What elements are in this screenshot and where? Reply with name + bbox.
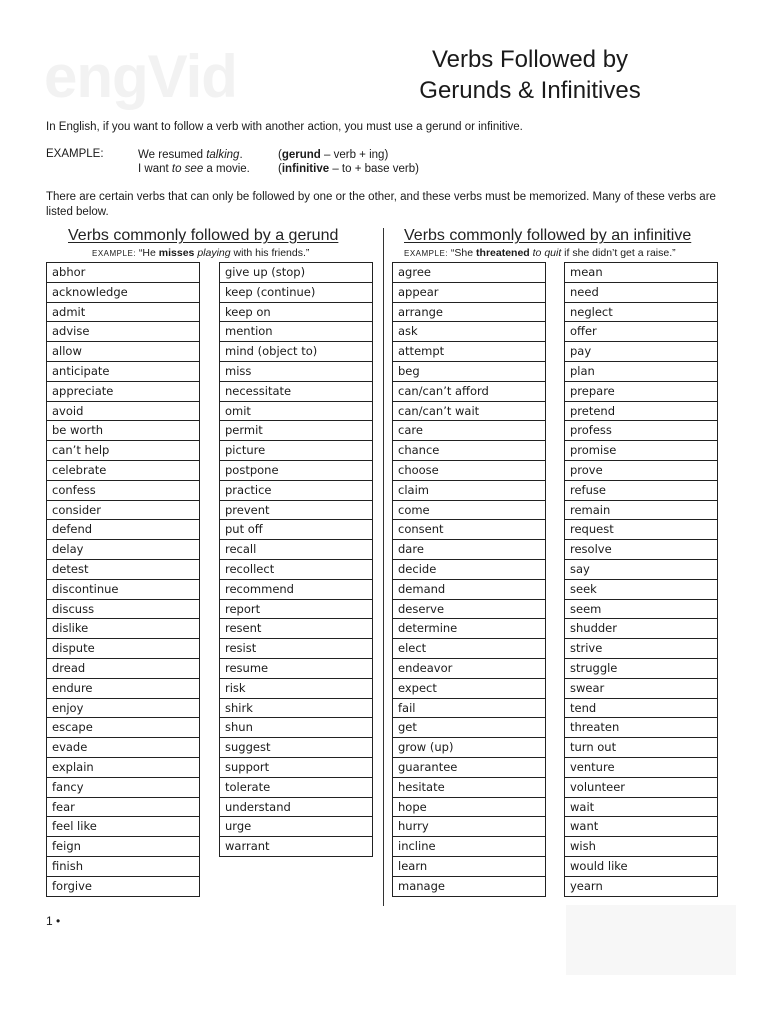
verb-cell: yearn: [565, 877, 717, 897]
verb-cell: shudder: [565, 619, 717, 639]
verb-cell: escape: [47, 718, 199, 738]
verb-cell: celebrate: [47, 461, 199, 481]
verb-cell: feel like: [47, 817, 199, 837]
verb-cell: discontinue: [47, 580, 199, 600]
verb-cell: enjoy: [47, 699, 199, 719]
verb-cell: dislike: [47, 619, 199, 639]
verb-cell: allow: [47, 342, 199, 362]
verb-cell: warrant: [220, 837, 372, 857]
verb-cell: beg: [393, 362, 545, 382]
verb-cell: give up (stop): [220, 263, 372, 283]
verb-cell: prevent: [220, 501, 372, 521]
verb-cell: mean: [565, 263, 717, 283]
footer-blank-area: [566, 905, 736, 975]
verb-cell: shun: [220, 718, 372, 738]
verb-cell: wait: [565, 798, 717, 818]
verb-cell: be worth: [47, 421, 199, 441]
verb-cell: guarantee: [393, 758, 545, 778]
verb-cell: seem: [565, 600, 717, 620]
verb-cell: keep (continue): [220, 283, 372, 303]
verb-cell: profess: [565, 421, 717, 441]
verb-cell: recollect: [220, 560, 372, 580]
verb-cell: endeavor: [393, 659, 545, 679]
verb-cell: ask: [393, 322, 545, 342]
verb-cell: come: [393, 501, 545, 521]
verb-cell: admit: [47, 303, 199, 323]
verb-cell: fail: [393, 699, 545, 719]
verb-cell: delay: [47, 540, 199, 560]
gerund-verb-list-1: [46, 262, 200, 897]
verb-cell: venture: [565, 758, 717, 778]
verb-cell: fear: [47, 798, 199, 818]
verb-cell: evade: [47, 738, 199, 758]
verb-cell: can/can’t afford: [393, 382, 545, 402]
verb-cell: promise: [565, 441, 717, 461]
verb-cell: learn: [393, 857, 545, 877]
verb-cell: put off: [220, 520, 372, 540]
verb-cell: explain: [47, 758, 199, 778]
verb-cell: feign: [47, 837, 199, 857]
verb-cell: miss: [220, 362, 372, 382]
gerund-section-heading: Verbs commonly followed by a gerund: [68, 227, 339, 244]
verb-cell: acknowledge: [47, 283, 199, 303]
verb-cell: resume: [220, 659, 372, 679]
verb-cell: remain: [565, 501, 717, 521]
example-note-infinitive: (infinitive – to + base verb): [278, 163, 419, 175]
verb-cell: consider: [47, 501, 199, 521]
verb-cell: attempt: [393, 342, 545, 362]
verb-cell: tend: [565, 699, 717, 719]
verb-cell: hurry: [393, 817, 545, 837]
verb-cell: consent: [393, 520, 545, 540]
intro-text: In English, if you want to follow a verb with another action, you must use a gerund or infinitive.: [46, 121, 523, 133]
verb-cell: want: [565, 817, 717, 837]
verb-cell: dispute: [47, 639, 199, 659]
verb-cell: urge: [220, 817, 372, 837]
verb-cell: agree: [393, 263, 545, 283]
infinitive-section-heading: Verbs commonly followed by an infinitive: [404, 227, 692, 244]
verb-cell: finish: [47, 857, 199, 877]
verb-cell: anticipate: [47, 362, 199, 382]
verb-cell: endure: [47, 679, 199, 699]
verb-cell: mention: [220, 322, 372, 342]
engvid-watermark-logo: engVid: [44, 43, 237, 110]
title-line-1: Verbs Followed by: [431, 46, 629, 73]
verb-cell: can/can’t wait: [393, 402, 545, 422]
verb-cell: fancy: [47, 778, 199, 798]
verb-cell: threaten: [565, 718, 717, 738]
verb-cell: defend: [47, 520, 199, 540]
verb-cell: determine: [393, 619, 545, 639]
verb-cell: recommend: [220, 580, 372, 600]
verb-cell: say: [565, 560, 717, 580]
verb-cell: can’t help: [47, 441, 199, 461]
verb-cell: confess: [47, 481, 199, 501]
verb-cell: neglect: [565, 303, 717, 323]
example-sentence-infinitive: I want to see a movie.: [138, 163, 250, 175]
infinitive-verb-list-1: [392, 262, 546, 897]
verb-cell: practice: [220, 481, 372, 501]
verb-cell: dare: [393, 540, 545, 560]
verb-cell: appear: [393, 283, 545, 303]
verb-cell: recall: [220, 540, 372, 560]
verb-cell: decide: [393, 560, 545, 580]
verb-cell: choose: [393, 461, 545, 481]
verb-cell: resolve: [565, 540, 717, 560]
verb-cell: pretend: [565, 402, 717, 422]
verb-cell: postpone: [220, 461, 372, 481]
verb-cell: chance: [393, 441, 545, 461]
verb-cell: strive: [565, 639, 717, 659]
verb-cell: prove: [565, 461, 717, 481]
verb-cell: struggle: [565, 659, 717, 679]
verb-cell: hope: [393, 798, 545, 818]
verb-cell: demand: [393, 580, 545, 600]
verb-cell: offer: [565, 322, 717, 342]
verb-cell: plan: [565, 362, 717, 382]
gerund-section-example: EXAMPLE: “He misses playing with his friends.”: [92, 247, 310, 259]
example-label: EXAMPLE:: [46, 148, 104, 160]
verb-cell: care: [393, 421, 545, 441]
verb-cell: pay: [565, 342, 717, 362]
verb-cell: would like: [565, 857, 717, 877]
verb-cell: keep on: [220, 303, 372, 323]
title-line-2: Gerunds & Infinitives: [419, 77, 641, 104]
verb-cell: forgive: [47, 877, 199, 897]
infinitive-verb-list-2: [564, 262, 718, 897]
example-sentence-gerund: We resumed talking.: [138, 149, 243, 161]
verb-cell: discuss: [47, 600, 199, 620]
verb-cell: volunteer: [565, 778, 717, 798]
verb-cell: request: [565, 520, 717, 540]
verb-cell: turn out: [565, 738, 717, 758]
verb-cell: refuse: [565, 481, 717, 501]
page-number: 1 •: [46, 914, 61, 928]
verb-cell: abhor: [47, 263, 199, 283]
section-divider: [383, 228, 384, 906]
example-note-gerund: (gerund – verb + ing): [278, 149, 389, 161]
verb-cell: shirk: [220, 699, 372, 719]
verb-cell: mind (object to): [220, 342, 372, 362]
verb-cell: deserve: [393, 600, 545, 620]
verb-cell: expect: [393, 679, 545, 699]
verb-cell: resent: [220, 619, 372, 639]
gerund-verb-list-2: [219, 262, 373, 857]
verb-cell: tolerate: [220, 778, 372, 798]
verb-cell: hesitate: [393, 778, 545, 798]
memorize-note: There are certain verbs that can only be followed by one or the other, and these verbs must be memorized. Many of these verbs are listed below.: [46, 191, 716, 218]
verb-cell: resist: [220, 639, 372, 659]
verb-cell: prepare: [565, 382, 717, 402]
verb-cell: dread: [47, 659, 199, 679]
infinitive-section-example: EXAMPLE: “She threatened to quit if she didn’t get a raise.”: [404, 247, 676, 259]
verb-cell: omit: [220, 402, 372, 422]
verb-cell: arrange: [393, 303, 545, 323]
verb-cell: appreciate: [47, 382, 199, 402]
verb-cell: grow (up): [393, 738, 545, 758]
verb-cell: support: [220, 758, 372, 778]
verb-cell: elect: [393, 639, 545, 659]
verb-cell: get: [393, 718, 545, 738]
verb-cell: need: [565, 283, 717, 303]
verb-cell: wish: [565, 837, 717, 857]
verb-cell: claim: [393, 481, 545, 501]
verb-cell: incline: [393, 837, 545, 857]
verb-cell: swear: [565, 679, 717, 699]
verb-cell: report: [220, 600, 372, 620]
verb-cell: detest: [47, 560, 199, 580]
verb-cell: suggest: [220, 738, 372, 758]
verb-cell: necessitate: [220, 382, 372, 402]
verb-cell: seek: [565, 580, 717, 600]
verb-cell: manage: [393, 877, 545, 897]
page-title: [380, 44, 680, 106]
verb-cell: avoid: [47, 402, 199, 422]
verb-cell: picture: [220, 441, 372, 461]
verb-cell: understand: [220, 798, 372, 818]
verb-cell: risk: [220, 679, 372, 699]
verb-cell: advise: [47, 322, 199, 342]
verb-cell: permit: [220, 421, 372, 441]
